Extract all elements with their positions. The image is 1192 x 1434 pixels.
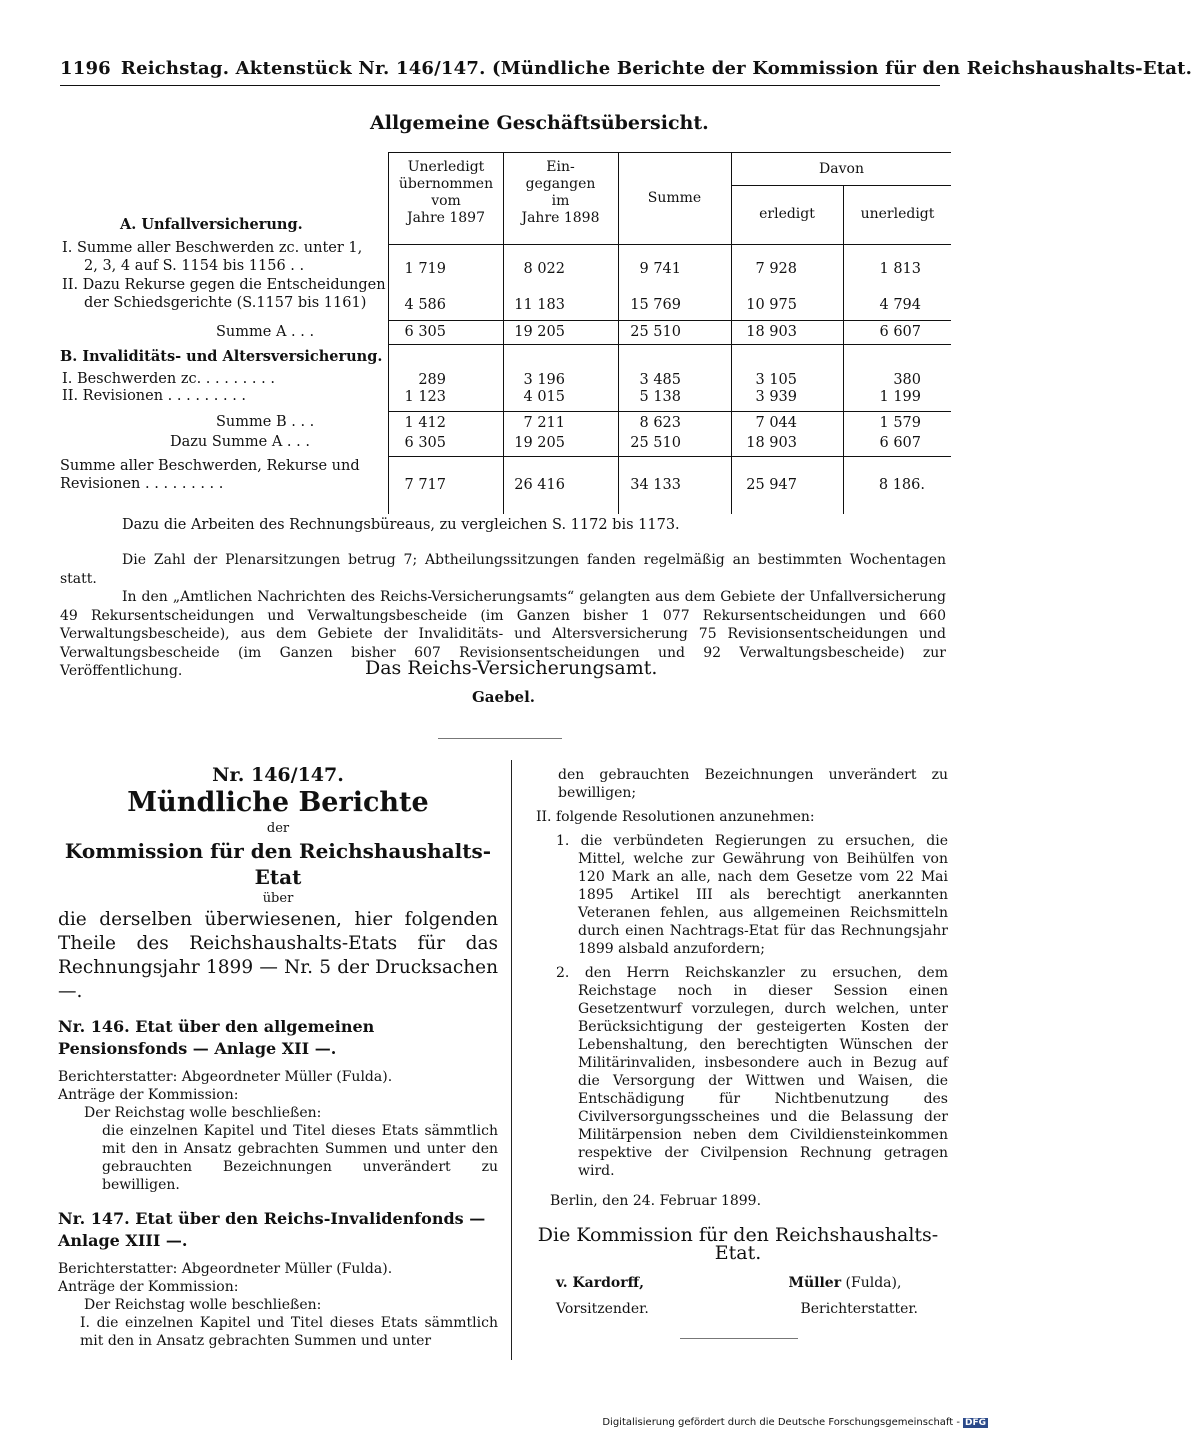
chair-name: v. Kardorff,: [556, 1275, 644, 1291]
section-a-heading: A. Unfallversicherung.: [120, 216, 303, 233]
signature-name: Gaebel.: [472, 688, 536, 706]
row-a1-label-2: 2, 3, 4 auf S. 1154 bis 1156 . .: [84, 258, 305, 274]
cell: 6 305: [404, 435, 446, 451]
cell: 9 741: [639, 261, 681, 277]
summe-a-label: Summe A . . .: [216, 324, 315, 340]
cell: 289: [418, 372, 446, 388]
paragraph-publications: In den „Amtlichen Nachrichten des Reichs-Versicherungsamts“ gelangten aus dem Gebiete der Unfallversicherung 49 Rekursentscheidungen und Verwaltungsbescheide (im Ganzen bisher 1 077 Rekursentscheidungen und 660 Verwaltungsbescheide), aus dem Gebiete der Invaliditäts- und Altersversicherung 75 Revisionsentscheidungen und Verwaltungsbescheide (im Ganzen bisher 607 Revisionsentscheidungen und 92 Verwaltungsbescheide) zur Veröffentlichung.: [60, 589, 946, 679]
nr146-reporter: Berichterstatter: Abgeordneter Müller (Fulda).: [58, 1069, 393, 1085]
reporter-role: Berichterstatter.: [800, 1301, 918, 1317]
nr146-body: die einzelnen Kapitel und Titel dieses Etats sämmtlich mit den in Ansatz gebrachten Summen und unter den gebrauchten Bezeichnungen unverändert zu bewilligen.: [102, 1123, 498, 1193]
cell: 4 586: [404, 297, 446, 313]
cell: 19 205: [514, 435, 565, 451]
reporter-suffix: (Fulda),: [841, 1275, 902, 1291]
column-header-line: gegangen: [525, 176, 596, 192]
connector-der: der: [266, 821, 290, 836]
nr146-resolve: Der Reichstag wolle beschließen:: [84, 1105, 322, 1121]
nr147-heading: Nr. 147. Etat über den Reichs-Invalidenfonds — Anlage XIII —.: [58, 1209, 486, 1250]
row-a2-label-1: II. Dazu Rekurse gegen die Entscheidungen: [62, 277, 386, 293]
nr146-motions-label: Anträge der Kommission:: [58, 1087, 239, 1103]
cell: 1 813: [879, 261, 921, 277]
document-description: die derselben überwiesenen, hier folgenden Theile des Reichshaushalts-Etats für das Rechnungsjahr 1899 — Nr. 5 der Drucksachen —.: [58, 909, 498, 1002]
cell: 4 794: [879, 297, 921, 313]
document-title: Mündliche Berichte: [127, 787, 429, 818]
cell: 1 123: [404, 389, 446, 405]
total-rule: [389, 456, 951, 457]
credit-text: Digitalisierung gefördert durch die Deutsche Forschungsgemeinschaft -: [602, 1417, 960, 1428]
cell: 18 903: [746, 435, 797, 451]
column-header-line: Jahre 1897: [406, 210, 486, 226]
cell: 19 205: [514, 324, 565, 340]
header-text: Reichstag. Aktenstück Nr. 146/147. (Mündliche Berichte der Kommission für den Reichshaushalts-Etat.: [120, 58, 1192, 79]
document-number: Nr. 146/147.: [212, 764, 344, 786]
column-header-line: im: [551, 193, 570, 209]
column-header-carried-over: [389, 159, 503, 227]
cell: 25 510: [630, 435, 681, 451]
cell: 7 211: [523, 415, 565, 431]
nr146-block: [58, 1068, 498, 1194]
cell: 1 199: [879, 389, 921, 405]
separator-rule: [438, 738, 562, 739]
cell: 3 485: [639, 372, 681, 388]
resolution-item-2: 2. den Herrn Reichskanzler zu ersuchen, dem Reichstage noch in dieser Session einen Gesetzentwurf vorzulegen, durch welchen, unter Berücksichtigung der gesteigerten Kosten der Lebenshaltung, den berechtigten Wünschen der Militärinvaliden, insbesondere auch in Bezug auf die Versorgung der Wittwen und Waisen, die Entschädigung für Nichtbenutzung des Civilversorgungsscheines und die Belassung der Militärpension neben dem Civildiensteinkommen respektive der Civilpension Rechnung getragen wird.: [556, 965, 948, 1179]
dazu-summe-a-label: Dazu Summe A . . .: [170, 434, 310, 450]
commission-signature: Die Kommission für den Reichshaushalts-Etat.: [537, 1224, 939, 1264]
total-label-2: Revisionen . . . . . . . . .: [60, 476, 224, 492]
summe-a-bottom-rule: [389, 344, 951, 345]
cell: 8 186.: [878, 477, 925, 493]
resolution-item-1: 1. die verbündeten Regierungen zu ersuchen, die Mittel, welche zur Gewährung von Beihülfen von 120 Mark an alle, nach dem Gesetze vom 22 Mai 1895 Artikel III als berechtigt anerkannten Veteranen fehlen, aus allgemeinen Reichsmitteln durch einen Nachtrags-Etat für das Rechnungsjahr 1899 alsbald anzufordern;: [556, 833, 948, 957]
nr147-body-continued: den gebrauchten Bezeichnungen unverändert zu bewilligen;: [558, 767, 948, 801]
nr146-heading: Nr. 146. Etat über den allgemeinen Pensionsfonds — Anlage XII —.: [58, 1017, 375, 1058]
signature-organization: Das Reichs-Versicherungsamt.: [365, 657, 658, 679]
cell: 7 717: [404, 477, 446, 493]
column-header-line: vom: [431, 193, 461, 209]
column-divider: [843, 185, 844, 514]
summe-b-rule: [389, 411, 951, 412]
row-a1-label-1: I. Summe aller Beschwerden zc. unter 1,: [62, 240, 363, 256]
column-header-davon: Davon: [819, 161, 864, 177]
row-b2-label: II. Revisionen . . . . . . . . .: [62, 388, 247, 404]
cell: 8 022: [523, 261, 565, 277]
closing-rule: [680, 1338, 798, 1339]
dfg-logo: DFG: [964, 1418, 986, 1428]
cell: 3 939: [755, 389, 797, 405]
section-b-heading: B. Invaliditäts- und Altersversicherung.: [60, 348, 383, 365]
cell: 8 623: [639, 415, 681, 431]
signatory-chair: [556, 1274, 649, 1318]
cell: 10 975: [746, 297, 797, 313]
left-column: [58, 766, 498, 1350]
column-header-pending: unerledigt: [860, 206, 935, 222]
cell: 6 607: [879, 324, 921, 340]
digitization-credit: [602, 1417, 988, 1428]
overview-title: Allgemeine Geschäftsübersicht.: [370, 112, 709, 134]
column-header-line: Unerledigt: [407, 159, 485, 175]
column-header-line: Jahre 1898: [521, 210, 600, 226]
connector-ueber: über: [262, 891, 294, 906]
signatory-reporter: [788, 1274, 918, 1318]
chair-role: Vorsitzender.: [556, 1301, 649, 1317]
signatories: [528, 1274, 948, 1318]
cell: 1 412: [404, 415, 446, 431]
cell: 25 947: [746, 477, 797, 493]
cell: 5 138: [639, 389, 681, 405]
column-divider: [618, 153, 619, 514]
summe-b-label: Summe B . . .: [216, 414, 315, 430]
row-b1-label: I. Beschwerden zc. . . . . . . . .: [62, 371, 275, 387]
date-line: Berlin, den 24. Februar 1899.: [550, 1193, 762, 1209]
header-rule: [389, 244, 951, 245]
nr147-body: I. die einzelnen Kapitel und Titel dieses Etats sämmtlich mit den in Ansatz gebrachten Summen und unter: [80, 1315, 498, 1349]
cell: 3 196: [523, 372, 565, 388]
summe-a-rule: [389, 320, 951, 321]
column-divider-rule: [511, 760, 512, 1360]
nr147-motions-label: Anträge der Kommission:: [58, 1279, 239, 1295]
column-header-received: [503, 159, 618, 227]
cell: 3 105: [755, 372, 797, 388]
cell: 18 903: [746, 324, 797, 340]
cell: 4 015: [523, 389, 565, 405]
overview-grid: [388, 152, 951, 514]
nr147-resolve: Der Reichstag wolle beschließen:: [84, 1297, 322, 1313]
cell: 26 416: [514, 477, 565, 493]
paragraph-sessions: Die Zahl der Plenarsitzungen betrug 7; Abtheilungssitzungen fanden regelmäßig an bestimmten Wochentagen statt.: [60, 552, 946, 587]
overview-table: [58, 152, 951, 514]
cell: 11 183: [514, 297, 565, 313]
column-header-sum: Summe: [647, 190, 702, 206]
cell: 6 607: [879, 435, 921, 451]
cell: 1 719: [404, 261, 446, 277]
row-a2-label-2: der Schiedsgerichte (S.1157 bis 1161): [84, 295, 367, 311]
cell: 7 928: [755, 261, 797, 277]
running-header: [60, 58, 1192, 86]
column-header-line: Ein-: [546, 159, 575, 175]
cell: 34 133: [630, 477, 681, 493]
cell: 25 510: [630, 324, 681, 340]
column-header-line: übernommen: [398, 176, 494, 192]
reporter-name: Müller: [788, 1275, 842, 1291]
cell: 380: [893, 372, 921, 388]
davon-rule: [731, 185, 951, 186]
column-header-done: erledigt: [759, 206, 815, 222]
cell: 6 305: [404, 324, 446, 340]
nr147-block: [58, 1260, 498, 1350]
nr147-reporter: Berichterstatter: Abgeordneter Müller (Fulda).: [58, 1261, 393, 1277]
cell: 7 044: [755, 415, 797, 431]
resolutions-intro: II. folgende Resolutionen anzunehmen:: [536, 809, 815, 825]
right-column: [528, 766, 948, 1318]
table-note: Dazu die Arbeiten des Rechnungsbüreaus, zu vergleichen S. 1172 bis 1173.: [122, 517, 680, 533]
page-number: 1196: [60, 58, 111, 79]
commission-title: Kommission für den Reichshaushalts-Etat: [64, 839, 492, 889]
cell: 15 769: [630, 297, 681, 313]
cell: 1 579: [879, 415, 921, 431]
total-label-1: Summe aller Beschwerden, Rekurse und: [60, 458, 360, 474]
